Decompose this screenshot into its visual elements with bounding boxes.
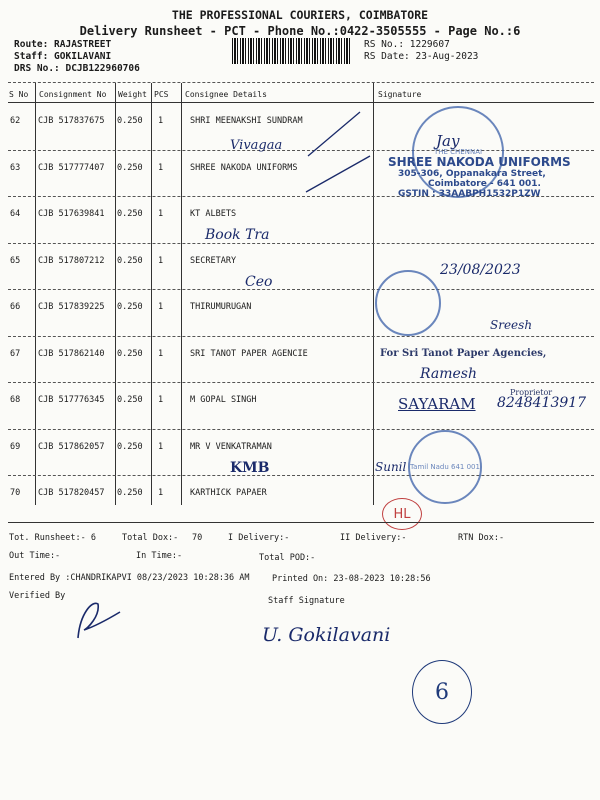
col-divider — [181, 83, 182, 505]
col-divider — [115, 83, 116, 505]
col-consignee: Consignee Details — [185, 90, 267, 99]
handwritten-note: Vivagaa — [230, 138, 283, 153]
row-sno: 65 — [10, 255, 21, 266]
row-weight: 0.250 — [117, 488, 143, 498]
row-weight: 0.250 — [117, 255, 143, 266]
col-pcs: PCS — [154, 90, 169, 99]
entered-by: Entered By :CHANDRIKAPVI 08/23/2023 10:28:36 AM — [9, 573, 250, 583]
stamp-line: Coimbatore - 641 001. — [428, 179, 541, 189]
staff-signature-label: Staff Signature — [268, 596, 345, 606]
verifier-signature — [70, 594, 130, 644]
col-divider — [35, 83, 36, 505]
row-weight: 0.250 — [117, 116, 143, 126]
in-time: In Time:- — [136, 551, 183, 561]
hl-mark — [382, 498, 422, 530]
date-note: 23/08/2023 — [440, 262, 521, 278]
total-dox-label: Total Dox:- — [122, 533, 179, 543]
row-sno: 66 — [10, 302, 21, 312]
row-pcs: 1 — [158, 116, 164, 126]
nakoda-stamp — [388, 155, 571, 199]
row-consignee: SHREE NAKODA UNIFORMS — [190, 162, 298, 173]
table-top-rule — [8, 82, 594, 83]
total-dox-value: 70 — [192, 533, 203, 543]
hl-text: HL — [393, 506, 411, 522]
handwritten-note: Ceo — [245, 274, 273, 290]
rs-date: RS Date: 23-Aug-2023 — [364, 51, 479, 62]
row-divider — [8, 429, 594, 430]
row-consignment: CJB 517639841 — [38, 209, 105, 219]
row-sno: 62 — [10, 116, 21, 126]
initials-mark: Jay — [436, 132, 460, 150]
col-weight: Weight — [118, 90, 147, 99]
phone-number: 8248413917 — [497, 395, 587, 411]
row-weight: 0.250 — [117, 302, 143, 312]
row-consignee: KARTHICK PAPAER — [190, 488, 267, 498]
handwritten-note: KMB — [230, 460, 270, 476]
company-title: THE PROFESSIONAL COURIERS, COIMBATORE — [171, 8, 429, 22]
col-divider — [151, 83, 152, 505]
row-consignee: SECRETARY — [190, 255, 237, 266]
row-consignment: CJB 517777407 — [38, 162, 105, 173]
staff-label: Staff: GOKILAVANI — [14, 51, 112, 62]
row-sno: 67 — [10, 348, 21, 359]
row-consignment: CJB 517862057 — [38, 441, 105, 452]
i-delivery: I Delivery:- — [228, 533, 290, 543]
barcode — [232, 38, 352, 64]
page-circle-number: 6 — [435, 679, 449, 705]
row-pcs: 1 — [158, 488, 164, 498]
handwritten-note: Book Tra — [205, 227, 270, 243]
row-divider — [8, 243, 594, 244]
row-pcs: 1 — [158, 348, 164, 359]
row-pcs: 1 — [158, 209, 164, 219]
row-consignee: SRI TANOT PAPER AGENCIE — [190, 348, 308, 359]
row-divider — [8, 289, 594, 290]
bank-stamp — [408, 430, 482, 504]
row-pcs: 1 — [158, 162, 164, 173]
signature-mark: Ramesh — [420, 366, 477, 382]
row-weight: 0.250 — [117, 441, 143, 452]
col-signature: Signature — [378, 90, 422, 99]
row-consignment: CJB 517820457 — [38, 488, 105, 498]
signature-mark: Sunil — [375, 460, 407, 474]
col-consignment: Consignment No — [39, 90, 107, 99]
out-time: Out Time:- — [9, 551, 61, 561]
row-weight: 0.250 — [117, 395, 143, 405]
row-sno: 68 — [10, 395, 21, 405]
signature-strokes — [300, 104, 380, 199]
row-consignment: CJB 517862140 — [38, 348, 105, 359]
row-consignment: CJB 517837675 — [38, 116, 105, 126]
printed-on: Printed On: 23-08-2023 10:28:56 — [272, 574, 431, 584]
row-pcs: 1 — [158, 255, 164, 266]
stamp-line: 305-306, Oppanakara Street, — [398, 169, 546, 179]
row-consignee: SHRI MEENAKSHI SUNDRAM — [190, 116, 303, 126]
row-weight: 0.250 — [117, 348, 143, 359]
ii-delivery: II Delivery:- — [340, 533, 407, 543]
row-weight: 0.250 — [117, 162, 143, 173]
row-consignment: CJB 517807212 — [38, 255, 105, 266]
row-sno: 64 — [10, 209, 21, 219]
drs-number: DRS No.: DCJB122960706 — [14, 63, 140, 74]
total-pod: Total POD:- — [259, 553, 316, 563]
tanot-stamp: For Sri Tanot Paper Agencies, — [380, 348, 547, 359]
header-rule — [8, 102, 594, 103]
runsheet-subtitle: Delivery Runsheet - PCT - Phone No.:0422-3505555 - Page No.:6 — [79, 24, 521, 38]
row-pcs: 1 — [158, 441, 164, 452]
row-consignee: KT ALBETS — [190, 209, 237, 219]
signature-mark: Sreesh — [490, 318, 533, 332]
row-divider — [8, 336, 594, 337]
stamp-text: THE CHENNAI — [433, 148, 483, 156]
row-sno: 70 — [10, 488, 21, 498]
page-circle-mark — [412, 660, 472, 724]
row-consignee: THIRUMURUGAN — [190, 302, 252, 312]
stamp-text: Tamil Nadu 641 001 — [410, 463, 480, 471]
proprietor-label: Proprietor — [510, 388, 553, 397]
row-divider — [8, 382, 594, 383]
sayaram-sign: SAYARAM — [398, 395, 476, 413]
row-consignment: CJB 517839225 — [38, 302, 105, 312]
rs-number: RS No.: 1229607 — [364, 39, 450, 50]
tot-runsheet: Tot. Runsheet:- 6 — [9, 533, 96, 543]
totals-rule — [8, 522, 594, 523]
stamp-line: SHREE NAKODA UNIFORMS — [388, 155, 571, 169]
round-stamp — [375, 270, 441, 336]
row-sno: 69 — [10, 441, 21, 452]
row-consignee: M GOPAL SINGH — [190, 395, 257, 405]
col-sno: S No — [9, 90, 29, 99]
row-consignment: CJB 517776345 — [38, 395, 105, 405]
row-sno: 63 — [10, 162, 21, 173]
staff-signature: U. Gokilavani — [262, 624, 391, 646]
stamp-line: GSTIN : 33AABPH1532P1ZW — [398, 189, 541, 199]
row-consignee: MR V VENKATRAMAN — [190, 441, 272, 452]
verified-by: Verified By — [9, 591, 66, 601]
rtn-dox: RTN Dox:- — [458, 533, 505, 543]
route-label: Route: RAJASTREET — [14, 39, 112, 50]
row-pcs: 1 — [158, 395, 164, 405]
row-pcs: 1 — [158, 302, 164, 312]
row-divider — [8, 475, 594, 476]
row-weight: 0.250 — [117, 209, 143, 219]
